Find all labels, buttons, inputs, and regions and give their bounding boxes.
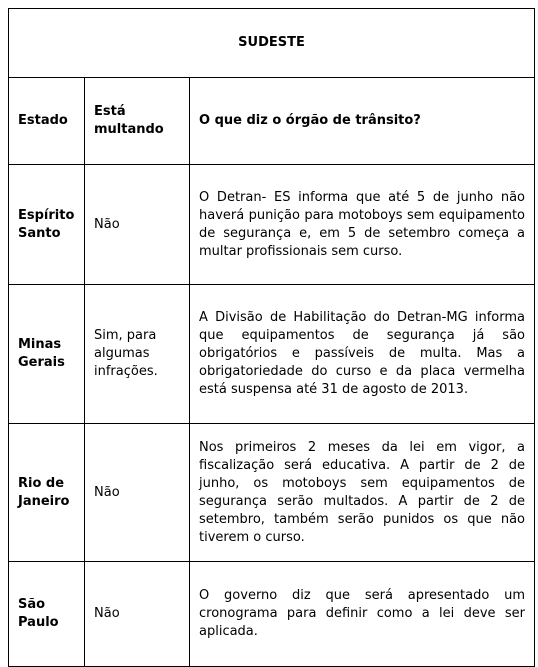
state-name: São Paulo bbox=[9, 562, 85, 667]
table-row bbox=[9, 424, 535, 562]
header-state: Estado bbox=[9, 78, 85, 165]
region-table bbox=[8, 8, 535, 667]
region-title: SUDESTE bbox=[9, 9, 535, 78]
fining-status: Não bbox=[85, 424, 190, 562]
header-statement: O que diz o órgão de trânsito? bbox=[190, 78, 535, 165]
state-name: Rio de Janeiro bbox=[9, 424, 85, 562]
table-row bbox=[9, 165, 535, 285]
table-row bbox=[9, 562, 535, 667]
state-name: Minas Gerais bbox=[9, 285, 85, 424]
state-name: Espírito Santo bbox=[9, 165, 85, 285]
fining-status: Sim, para algumas infrações. bbox=[85, 285, 190, 424]
fining-status: Não bbox=[85, 562, 190, 667]
agency-statement: Nos primeiros 2 meses da lei em vigor, a fiscalização será educativa. A partir de 2 de junho, os motoboys sem equipamentos de segurança serão multados. A partir de 2 de setembro, também serão punidos os que não tiverem o curso. bbox=[190, 424, 535, 562]
title-row bbox=[9, 9, 535, 78]
agency-statement: A Divisão de Habilitação do Detran-MG informa que equipamentos de segurança já são obrigatórios e passíveis de multa. Mas a obrigatoriedade do curso e da placa vermelha está suspensa até 31 de agosto de 2013. bbox=[190, 285, 535, 424]
table-row bbox=[9, 285, 535, 424]
agency-statement: O governo diz que será apresentado um cronograma para definir como a lei deve ser aplicada. bbox=[190, 562, 535, 667]
header-row bbox=[9, 78, 535, 165]
header-fining: Está multando bbox=[85, 78, 190, 165]
agency-statement: O Detran- ES informa que até 5 de junho não haverá punição para motoboys sem equipamento de segurança e, em 5 de setembro começa a multar profissionais sem curso. bbox=[190, 165, 535, 285]
fining-status: Não bbox=[85, 165, 190, 285]
